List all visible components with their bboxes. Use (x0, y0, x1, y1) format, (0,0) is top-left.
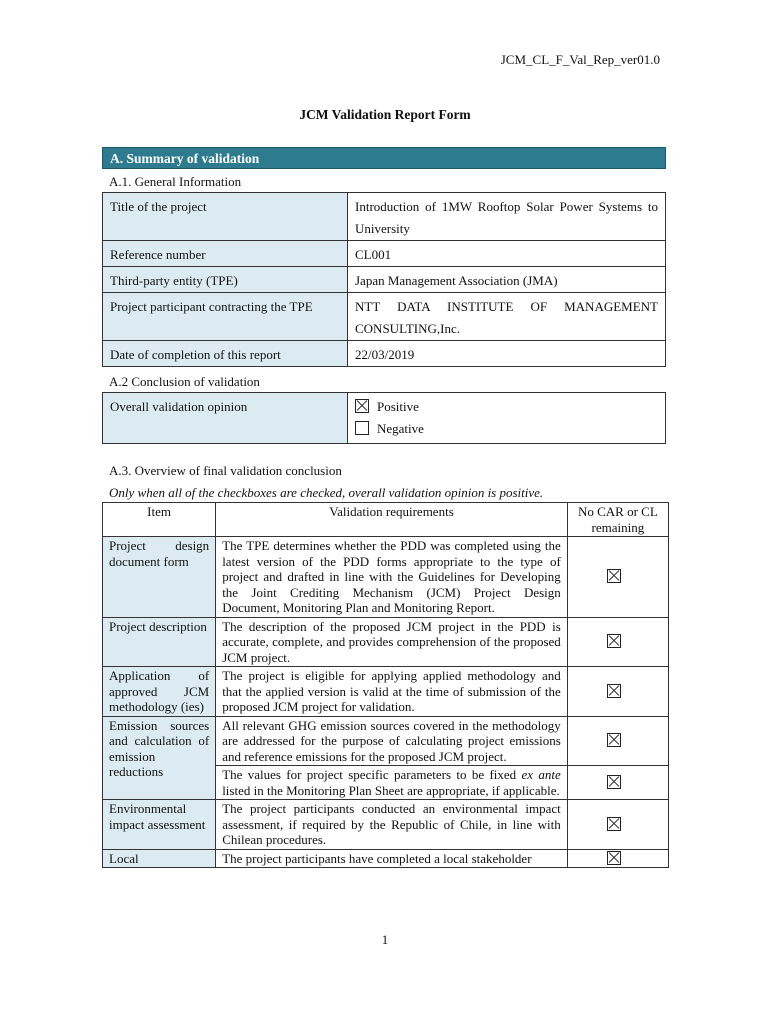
table-row (103, 537, 669, 618)
conclusion-heading: A.2 Conclusion of validation (109, 374, 260, 389)
header-row (103, 503, 669, 537)
requirement-text: The values for project specific parameters to be fixed (222, 767, 522, 782)
row-label: Date of completion of this report (103, 341, 348, 367)
option-positive[interactable] (355, 396, 658, 418)
checked-checkbox-icon[interactable] (607, 733, 621, 747)
table-row (103, 267, 666, 293)
table-row (103, 293, 666, 341)
row-label: Project participant contracting the TPE (103, 293, 348, 341)
item-cell: Local (103, 849, 216, 868)
checked-checkbox-icon[interactable] (607, 569, 621, 583)
requirement-cell: The project participants have completed a local stakeholder (216, 849, 568, 868)
item-cell: Application of approved JCM methodology (ies) (103, 667, 216, 717)
row-value: Introduction of 1MW Rooftop Solar Power Systems to University (348, 193, 666, 241)
requirement-cell: The project participants conducted an environmental impact assessment, if required by the Republic of Chile, in line with Chilean procedures. (216, 800, 568, 850)
table-row (103, 667, 669, 717)
item-cell: Project description (103, 617, 216, 667)
option-negative[interactable] (355, 418, 658, 440)
checked-checkbox-icon[interactable] (607, 817, 621, 831)
row-value: NTT DATA INSTITUTE OF MANAGEMENT CONSULTING,Inc. (348, 293, 666, 341)
table-row (103, 241, 666, 267)
requirement-cell: The project is eligible for applying applied methodology and that the applied version is valid at the time of submission of the proposed JCM project for validation. (216, 667, 568, 717)
overview-heading: A.3. Overview of final validation conclusion (109, 463, 342, 478)
option-label: Negative (377, 421, 424, 436)
row-label: Title of the project (103, 193, 348, 241)
table-row (103, 193, 666, 241)
form-title: JCM Validation Report Form (299, 107, 471, 122)
requirement-text: listed in the Monitoring Plan Sheet are appropriate, if applicable. (222, 782, 560, 798)
empty-checkbox-icon[interactable] (355, 421, 369, 435)
row-value: 22/03/2019 (348, 341, 666, 367)
general-info-table (102, 192, 666, 367)
conclusion-table (102, 392, 666, 444)
status-cell (567, 716, 668, 766)
row-label: Reference number (103, 241, 348, 267)
requirement-cell (216, 766, 568, 800)
general-info-heading: A.1. General Information (109, 174, 242, 189)
table-row (103, 341, 666, 367)
row-value: Japan Management Association (JMA) (348, 267, 666, 293)
opinion-options (348, 393, 666, 444)
overview-note: Only when all of the checkboxes are checked, overall validation opinion is positive. (109, 485, 544, 500)
table-row (103, 849, 669, 868)
status-cell (567, 667, 668, 717)
requirement-cell: The TPE determines whether the PDD was completed using the latest version of the PDD forms appropriate to the type of project and drafted in line with the Guidelines for Developing the Joint Crediting Mechanism (JCM) Project Design Document, Monitoring Plan and Monitoring Report. (216, 537, 568, 618)
status-cell (567, 617, 668, 667)
status-cell (567, 766, 668, 800)
opinion-label: Overall validation opinion (103, 393, 348, 444)
document-id: JCM_CL_F_Val_Rep_ver01.0 (500, 52, 660, 67)
checked-checkbox-icon[interactable] (607, 634, 621, 648)
item-cell: Emission sources and calculation of emission reductions (103, 716, 216, 800)
table-row (103, 393, 666, 444)
section-banner: A. Summary of validation (102, 147, 666, 169)
requirement-cell: The description of the proposed JCM project in the PDD is accurate, complete, and provides comprehension of the proposed JCM project. (216, 617, 568, 667)
checked-checkbox-icon[interactable] (607, 684, 621, 698)
row-label: Third-party entity (TPE) (103, 267, 348, 293)
requirement-emphasis: ex ante (521, 767, 561, 782)
option-label: Positive (377, 399, 419, 414)
page-number: 1 (381, 932, 389, 947)
status-cell (567, 537, 668, 618)
checked-checkbox-icon[interactable] (607, 775, 621, 789)
column-header: Item (103, 503, 216, 537)
item-cell: Environmental impact assessment (103, 800, 216, 850)
requirement-cell: All relevant GHG emission sources covered in the methodology are addressed for the purpose of calculating project emissions and reference emissions for the proposed JCM project. (216, 716, 568, 766)
item-cell: Project design document form (103, 537, 216, 618)
column-header: No CAR or CL remaining (567, 503, 668, 537)
status-cell (567, 849, 668, 868)
overview-table (102, 502, 669, 868)
table-row (103, 800, 669, 850)
column-header: Validation requirements (216, 503, 568, 537)
table-row (103, 617, 669, 667)
checked-checkbox-icon[interactable] (607, 851, 621, 865)
row-value: CL001 (348, 241, 666, 267)
status-cell (567, 800, 668, 850)
checked-checkbox-icon[interactable] (355, 399, 369, 413)
table-row (103, 716, 669, 766)
